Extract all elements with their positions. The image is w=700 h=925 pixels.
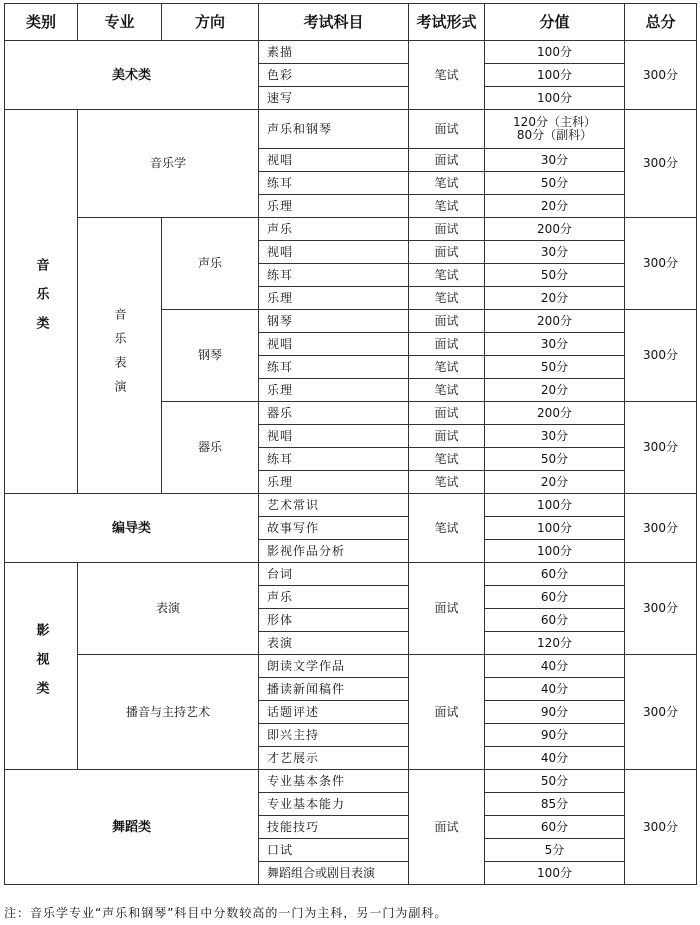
exam-form-cell: 面试 xyxy=(409,563,485,655)
subject-cell: 形体 xyxy=(259,609,409,632)
score-cell: 60分 xyxy=(485,563,625,586)
subject-cell: 话题评述 xyxy=(259,701,409,724)
exam-form-cell: 面试 xyxy=(409,425,485,448)
subject-cell: 练耳 xyxy=(259,264,409,287)
subject-cell: 表演 xyxy=(259,632,409,655)
score-cell: 100分 xyxy=(485,862,625,885)
exam-form-cell: 笔试 xyxy=(409,264,485,287)
subject-cell: 台词 xyxy=(259,563,409,586)
total-cell: 300分 xyxy=(625,41,697,110)
header-exam-form: 考试形式 xyxy=(409,4,485,41)
header-direction: 方向 xyxy=(162,4,259,41)
score-cell: 90分 xyxy=(485,724,625,747)
direction-instrumental: 器乐 xyxy=(162,402,259,494)
footnote: 注：音乐学专业“声乐和钢琴”科目中分数较高的一门为主科，另一门为副科。 xyxy=(4,906,448,920)
table-row xyxy=(5,494,697,517)
header-subject: 考试科目 xyxy=(259,4,409,41)
exam-form-cell: 面试 xyxy=(409,310,485,333)
score-cell: 60分 xyxy=(485,586,625,609)
subject-cell: 练耳 xyxy=(259,356,409,379)
subject-cell: 素描 xyxy=(259,41,409,64)
subject-cell: 钢琴 xyxy=(259,310,409,333)
score-cell: 200分 xyxy=(485,218,625,241)
subject-cell: 声乐和钢琴 xyxy=(259,110,409,149)
exam-table-container xyxy=(4,3,696,885)
score-cell: 85分 xyxy=(485,793,625,816)
exam-form-cell: 面试 xyxy=(409,218,485,241)
subject-cell: 朗读文学作品 xyxy=(259,655,409,678)
subject-cell: 专业基本条件 xyxy=(259,770,409,793)
score-cell: 90分 xyxy=(485,701,625,724)
subject-cell: 视唱 xyxy=(259,241,409,264)
subject-cell: 视唱 xyxy=(259,333,409,356)
score-cell: 50分 xyxy=(485,172,625,195)
subject-cell: 才艺展示 xyxy=(259,747,409,770)
subject-cell: 视唱 xyxy=(259,425,409,448)
score-cell: 50分 xyxy=(485,770,625,793)
score-cell: 120分 xyxy=(485,632,625,655)
exam-form-cell: 笔试 xyxy=(409,379,485,402)
category-music: 音乐类 xyxy=(5,110,78,494)
score-cell: 200分 xyxy=(485,402,625,425)
total-cell: 300分 xyxy=(625,402,697,494)
header-major: 专业 xyxy=(78,4,162,41)
subject-cell: 声乐 xyxy=(259,586,409,609)
table-row xyxy=(5,563,697,586)
exam-form-cell: 笔试 xyxy=(409,356,485,379)
table-row xyxy=(5,218,697,241)
score-cell: 40分 xyxy=(485,655,625,678)
subject-cell: 练耳 xyxy=(259,448,409,471)
table-row xyxy=(5,770,697,793)
header-total: 总分 xyxy=(625,4,697,41)
score-cell: 20分 xyxy=(485,379,625,402)
subject-cell: 口试 xyxy=(259,839,409,862)
table-row xyxy=(5,41,697,64)
subject-cell: 故事写作 xyxy=(259,517,409,540)
score-cell: 100分 xyxy=(485,517,625,540)
score-cell: 100分 xyxy=(485,64,625,87)
exam-form-cell: 面试 xyxy=(409,149,485,172)
score-cell: 50分 xyxy=(485,448,625,471)
score-cell: 20分 xyxy=(485,471,625,494)
major-acting: 表演 xyxy=(78,563,259,655)
subject-cell: 舞蹈组合或剧目表演 xyxy=(259,862,409,885)
subject-cell: 即兴主持 xyxy=(259,724,409,747)
header-category: 类别 xyxy=(5,4,78,41)
exam-form-cell: 面试 xyxy=(409,770,485,885)
exam-form-cell: 面试 xyxy=(409,241,485,264)
total-cell: 300分 xyxy=(625,563,697,655)
table-row xyxy=(5,110,697,149)
score-cell: 60分 xyxy=(485,816,625,839)
score-cell: 20分 xyxy=(485,287,625,310)
score-cell: 50分 xyxy=(485,264,625,287)
exam-form-cell: 笔试 xyxy=(409,471,485,494)
subject-cell: 影视作品分析 xyxy=(259,540,409,563)
score-cell: 40分 xyxy=(485,678,625,701)
score-cell: 200分 xyxy=(485,310,625,333)
exam-form-cell: 笔试 xyxy=(409,287,485,310)
score-cell: 100分 xyxy=(485,494,625,517)
score-cell: 100分 xyxy=(485,41,625,64)
direction-vocal: 声乐 xyxy=(162,218,259,310)
exam-subjects-table xyxy=(4,3,697,885)
exam-form-cell: 面试 xyxy=(409,110,485,149)
score-cell: 30分 xyxy=(485,241,625,264)
category-art: 美术类 xyxy=(5,41,259,110)
total-cell: 300分 xyxy=(625,770,697,885)
major-music-performance: 音乐表演 xyxy=(78,218,162,494)
score-cell: 60分 xyxy=(485,609,625,632)
score-cell: 20分 xyxy=(485,195,625,218)
subject-cell: 乐理 xyxy=(259,379,409,402)
total-cell: 300分 xyxy=(625,110,697,218)
subject-cell: 播读新闻稿件 xyxy=(259,678,409,701)
score-cell: 100分 xyxy=(485,87,625,110)
subject-cell: 练耳 xyxy=(259,172,409,195)
subject-cell: 乐理 xyxy=(259,287,409,310)
exam-form-cell: 笔试 xyxy=(409,448,485,471)
direction-piano: 钢琴 xyxy=(162,310,259,402)
score-cell: 100分 xyxy=(485,540,625,563)
exam-form-cell: 面试 xyxy=(409,655,485,770)
score-cell: 30分 xyxy=(485,333,625,356)
exam-form-cell: 笔试 xyxy=(409,195,485,218)
total-cell: 300分 xyxy=(625,655,697,770)
score-main: 120分（主科） xyxy=(513,115,596,129)
score-sub: 80分（副科） xyxy=(516,128,593,142)
exam-form-cell: 面试 xyxy=(409,402,485,425)
header-row xyxy=(5,4,697,41)
subject-cell: 速写 xyxy=(259,87,409,110)
score-cell: 50分 xyxy=(485,356,625,379)
total-cell: 300分 xyxy=(625,218,697,310)
subject-cell: 艺术常识 xyxy=(259,494,409,517)
total-cell: 300分 xyxy=(625,310,697,402)
exam-form-cell: 笔试 xyxy=(409,172,485,195)
score-cell: 30分 xyxy=(485,149,625,172)
subject-cell: 技能技巧 xyxy=(259,816,409,839)
score-cell: 40分 xyxy=(485,747,625,770)
subject-cell: 专业基本能力 xyxy=(259,793,409,816)
exam-form-cell: 面试 xyxy=(409,333,485,356)
category-dance: 舞蹈类 xyxy=(5,770,259,885)
subject-cell: 乐理 xyxy=(259,195,409,218)
score-cell: 30分 xyxy=(485,425,625,448)
header-score: 分值 xyxy=(485,4,625,41)
subject-cell: 器乐 xyxy=(259,402,409,425)
subject-cell: 视唱 xyxy=(259,149,409,172)
exam-form-cell: 笔试 xyxy=(409,41,485,110)
subject-cell: 色彩 xyxy=(259,64,409,87)
subject-cell: 声乐 xyxy=(259,218,409,241)
exam-form-cell: 笔试 xyxy=(409,494,485,563)
major-broadcasting: 播音与主持艺术 xyxy=(78,655,259,770)
table-row xyxy=(5,655,697,678)
score-cell: 5分 xyxy=(485,839,625,862)
subject-cell: 乐理 xyxy=(259,471,409,494)
category-directing: 编导类 xyxy=(5,494,259,563)
major-musicology: 音乐学 xyxy=(78,110,259,218)
category-film: 影视类 xyxy=(5,563,78,770)
score-cell-main-sub xyxy=(485,110,625,149)
total-cell: 300分 xyxy=(625,494,697,563)
